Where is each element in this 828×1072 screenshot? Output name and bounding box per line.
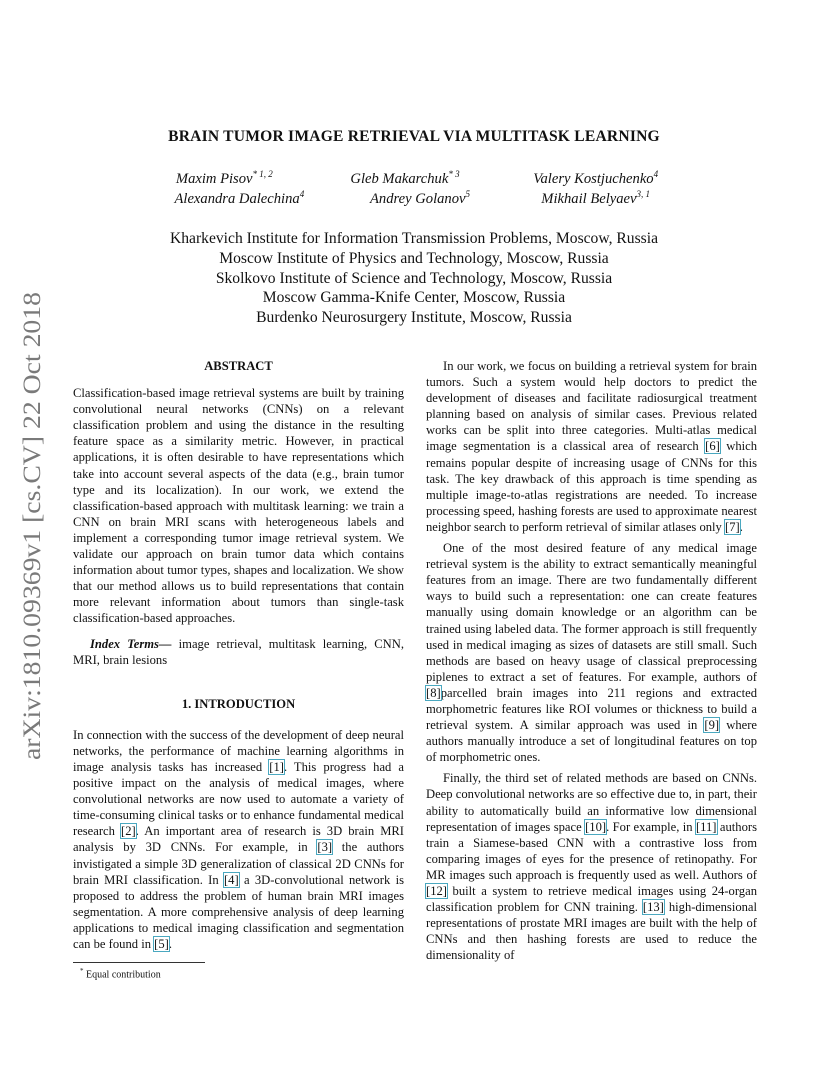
author-row-1 — [120, 169, 710, 188]
footnote: * Equal contribution — [80, 967, 161, 981]
arxiv-identifier-text: arXiv:1810.09369v1 [cs.CV] 22 Oct 2018 — [19, 337, 46, 760]
affiliations — [0, 229, 828, 328]
index-terms — [73, 636, 404, 668]
author: Alexandra Dalechina$^4$ — [174, 189, 305, 207]
citation-link[interactable]: [13] — [642, 900, 664, 915]
abstract-text: Classification-based image retrieval systems are built by training convolutional neural networks (CNNs) on a relevant classification problem and using the distance in the resulting feature space as a similarity metric. However, in practical applications, it is often desirable to have representations which take into account several aspects of the data (e.g., brain tumor type and its localization). In our work, we extend the classification-based approach with multitask learning: we train a CNN on brain MRI scans with heterogeneous labels and implement a corresponding tumor image retrieval system. We validate our approach on brain tumor data which contains information about tumor types, shapes and localization. We show that our method allows us to build representations that contain more relevant information about tumors than single-task classification-based approaches. — [73, 386, 404, 626]
citation-link[interactable]: [7] — [725, 519, 740, 534]
citation-link[interactable]: [2] — [121, 824, 136, 839]
citation-link[interactable]: [3] — [317, 840, 333, 855]
citation-link[interactable]: [8] — [426, 685, 441, 700]
author: Gleb Makarchuk$^{* 3}$ — [350, 169, 460, 187]
citation-link[interactable]: [1] — [269, 759, 284, 774]
affiliation: Burdenko Neurosurgery Institute, Moscow, Russia — [256, 309, 572, 327]
index-terms-text: image retrieval, multitask learning, CNN, MRI, brain lesions — [73, 636, 404, 667]
footnote-rule — [73, 962, 205, 963]
abstract-heading: ABSTRACT — [204, 359, 273, 373]
citation-link[interactable]: [11] — [695, 819, 717, 834]
citation-link[interactable]: [9] — [704, 718, 720, 733]
citation-link[interactable]: [12] — [426, 884, 447, 898]
citation-link[interactable]: [10] — [585, 819, 607, 834]
author: Andrey Golanov$^5$ — [369, 189, 470, 207]
paragraph: Finally, the third set of related methods are based on CNNs. Deep convolutional networks are so effective due to, in part, their ability to automatically build an informative low dimensional representation of images space [10]. For example, in [11] authors train a Siamese-based CNN with a contrastive loss from comparing images of eyes for the presence of retinopathy. For MR images such approach is frequently used as well. Authors of [12] built a system to retrieve medical images using 24-organ classification problem for CNN training. [13] high-dimensional representations of prostate MRI images are built with the help of CNNs and then hashing forests are used to reduce the dimensionality of — [426, 771, 757, 963]
author: Maxim Pisov$^{* 1, 2}$ — [175, 169, 273, 187]
index-terms-label: Index Terms— — [90, 636, 172, 651]
affiliation: Moscow Gamma-Knife Center, Moscow, Russia — [262, 289, 566, 307]
right-column — [426, 358, 757, 963]
introduction-heading: 1. INTRODUCTION — [181, 696, 296, 711]
author-row-2 — [120, 189, 710, 208]
paragraph: In our work, we focus on building a retrieval system for brain tumors. Such a system would help doctors to predict the development of diseases and facilitate radiosurgical treatment planning based on analysis of similar cases. Previous related works can be split into three categories. Multi-atlas medical image segmentation is a classical area of research [6] which remains popular despite of increasing usage of CNNs for this task. The key drawback of this approach is time spending as multiple image-to-atlas registrations are needed. To increase processing speed, hashing forests are used to approximate nearest neighbor search to perform retrieval of similar atlases only [7]. — [426, 359, 758, 534]
citation-link[interactable]: [4] — [223, 872, 239, 887]
author: Valery Kostjuchenko$^4$ — [533, 169, 659, 187]
citation-link[interactable]: [6] — [705, 439, 720, 454]
paragraph: One of the most desired feature of any medical image retrieval system is the ability to extract semantically meaningful features from an image. There are two fundamentally different ways to build such a representation: one can create features manually using domain knowledge or an algorithm can be trained using labeled data. The former approach is still frequently used in medical imaging as sizes of datasets are still small. Such methods are based on heavy usage of classical preprocessing piplenes to extract a set of features. For example, authors of [8]parcelled brain images into 211 regions and extracted morphometric features like ROI volumes or thickness to build a retrieval system. A similar approach was used in [9] where authors manually introduce a set of longitudinal features on top of morphometric ones. — [426, 541, 757, 765]
paper-title: BRAIN TUMOR IMAGE RETRIEVAL VIA MULTITASK LEARNING — [168, 128, 660, 145]
affiliation: Skolkovo Institute of Science and Technology, Moscow, Russia — [215, 269, 613, 287]
left-column — [73, 358, 404, 952]
arxiv-identifier-stamp — [10, 290, 52, 760]
author: Mikhail Belyaev$^{3, 1}$ — [541, 189, 651, 207]
intro-paragraph: In connection with the success of the development of deep neural networks, the performance of machine learning algorithms in image analysis tasks has increased [1]. This progress had a positive impact on the analysis of medical images, where convolutional networks are now used to automate a variety of time-consuming clinical tasks or to enhance fundamental medical research [2]. An important area of research is 3D brain MRI analysis by 3D CNNs. For example, in [3] the authors invistigated a simple 3D generalization of classical 2D CNNs for brain MRI classification. In [4] a 3D-convolutional network is proposed to address the problem of human brain MRI images segmentation. A more comprehensive analysis of deep learning applications to medical imaging classification and segmentation can be found in [5]. — [73, 727, 404, 951]
affiliation: Moscow Institute of Physics and Technology, Moscow, Russia — [219, 249, 609, 267]
affiliation: Kharkevich Institute for Information Transmission Problems, Moscow, Russia — [170, 230, 658, 247]
citation-link[interactable]: [5] — [154, 937, 169, 951]
